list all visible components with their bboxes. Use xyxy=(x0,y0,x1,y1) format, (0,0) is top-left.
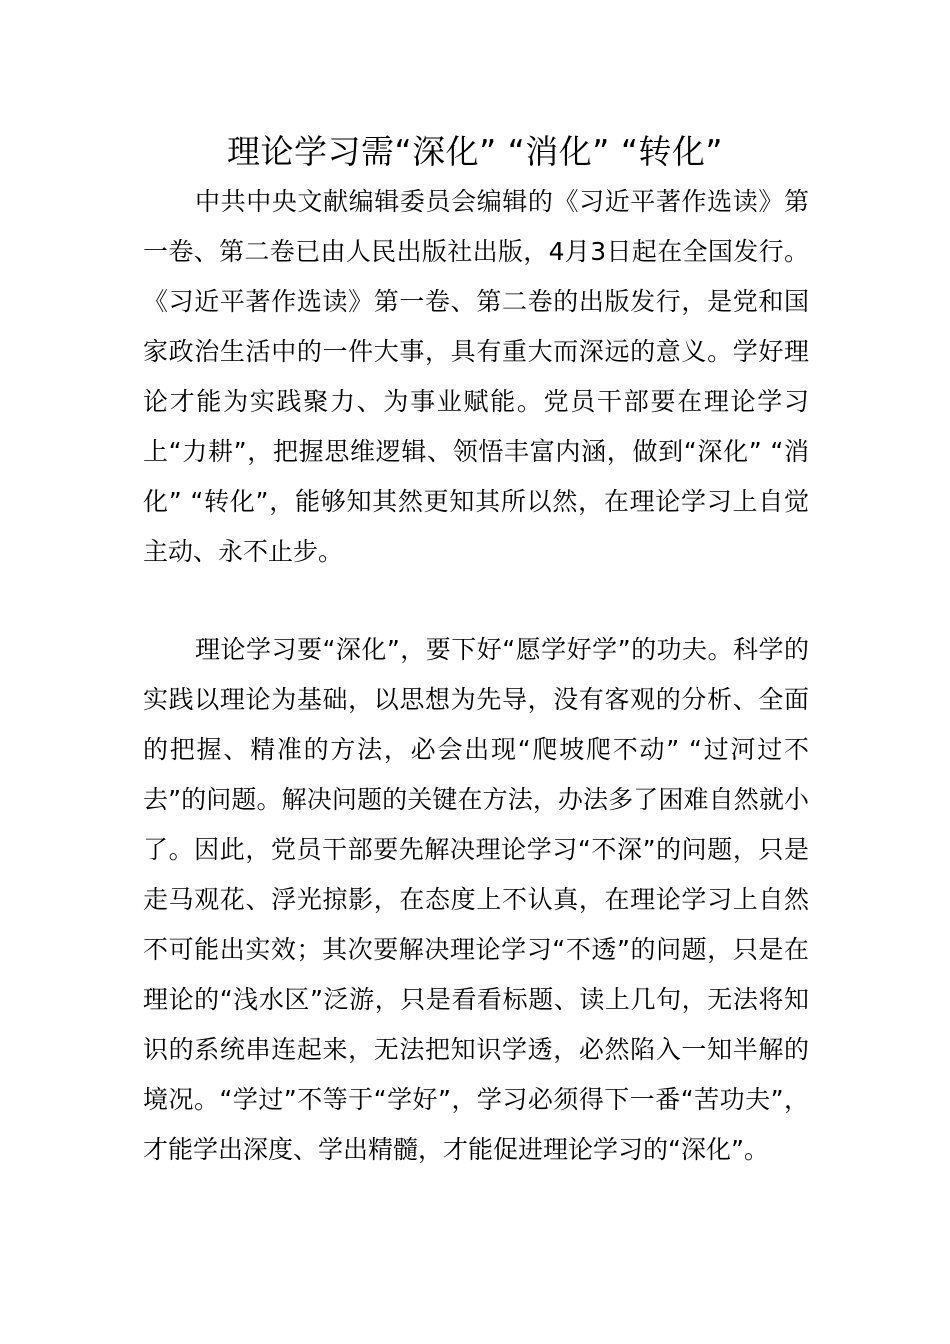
paragraph-intro: 中共中央文献编辑委员会编辑的《习近平著作选读》第一卷、第二卷已由人民出版社出版，4月3日起在全国发行。《习近平著作选读》第一卷、第二卷的出版发行，是党和国家政治生活中的一件大事，具有重大而深远的意义。学好理论才能为实践聚力、为事业赋能。党员干部要在理论学习上“力耕”，把握思维逻辑、领悟丰富内涵，做到“深化” “消化” “转化”，能够知其然更知其所以然，在理论学习上自觉主动、永不止步。 xyxy=(143,187,809,566)
paragraph-deepening: 理论学习要“深化”，要下好“愿学好学”的功夫。科学的实践以理论为基础，以思想为先导，没有客观的分析、全面的把握、精准的方法，必会出现“爬坡爬不动” “过河过不去”的问题。解决问题的关键在方法，办法多了困难自然就小了。因此，党员干部要先解决理论学习“不深”的问题，只是走马观花、浮光掠影，在态度上不认真，在理论学习上自然不可能出实效；其次要解决理论学习“不透”的问题，只是在理论的“浅水区”泛游，只是看看标题、读上几句，无法将知识的系统串连起来，无法把知识学透，必然陷入一知半解的境况。“学过”不等于“学好”，学习必须得下一番“苦功夫”，才能学出深度、学出精髓，才能促进理论学习的“深化”。 xyxy=(143,635,809,1164)
document-title: 理论学习需“深化” “消化” “转化” xyxy=(226,132,724,171)
